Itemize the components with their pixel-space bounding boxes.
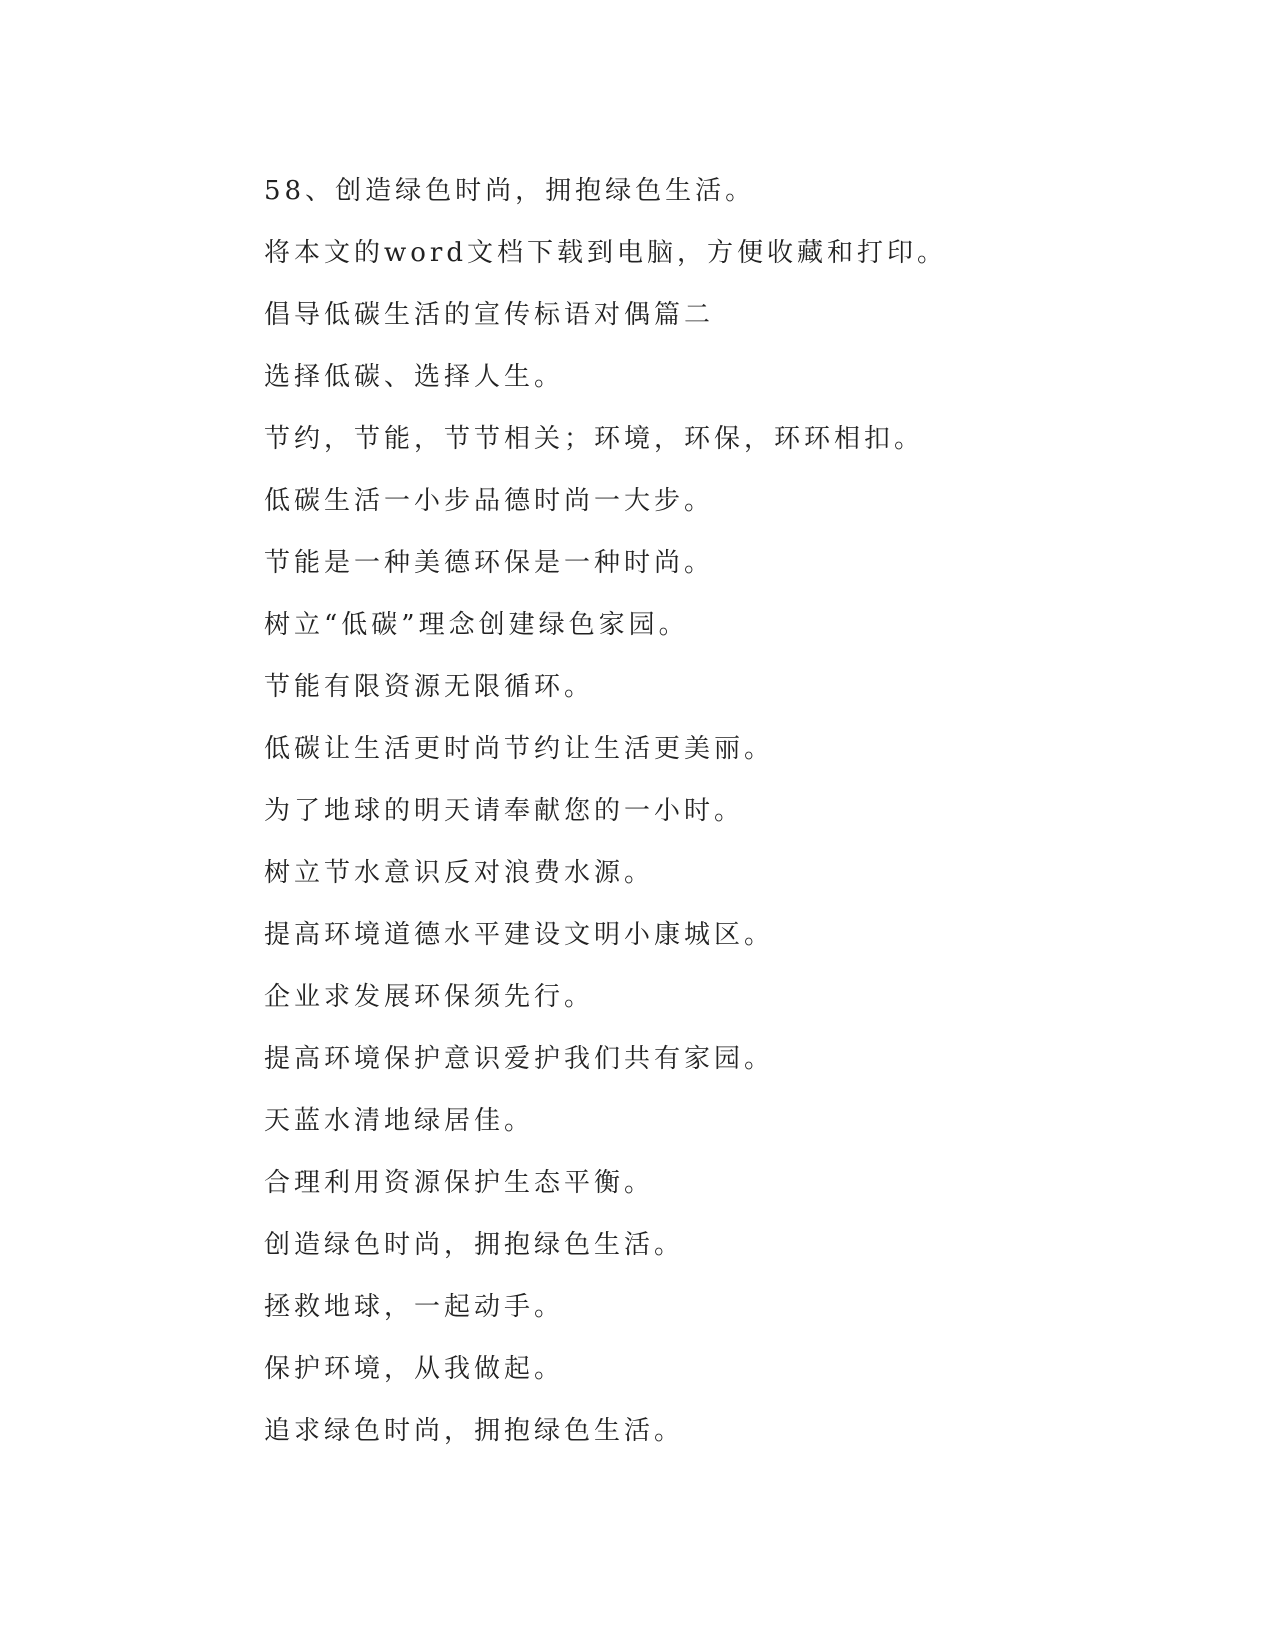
slogan-line: 节约，节能，节节相关；环境，环保，环环相扣。 bbox=[264, 424, 925, 454]
slogan-line: 58、创造绿色时尚，拥抱绿色生活。 bbox=[264, 176, 756, 206]
slogan-line: 节能有限资源无限循环。 bbox=[264, 672, 595, 702]
slogan-line: 提高环境保护意识爱护我们共有家园。 bbox=[264, 1044, 775, 1074]
slogan-line: 天蓝水清地绿居佳。 bbox=[264, 1106, 535, 1136]
slogan-line: 低碳生活一小步品德时尚一大步。 bbox=[264, 486, 715, 516]
slogan-line: 树立节水意识反对浪费水源。 bbox=[264, 858, 655, 888]
download-note: 将本文的word文档下载到电脑，方便收藏和打印。 bbox=[264, 238, 947, 268]
slogan-line: 追求绿色时尚，拥抱绿色生活。 bbox=[264, 1416, 685, 1446]
slogan-line: 拯救地球，一起动手。 bbox=[264, 1292, 565, 1322]
slogan-line: 树立“低碳”理念创建绿色家园。 bbox=[264, 610, 689, 640]
slogan-line: 低碳让生活更时尚节约让生活更美丽。 bbox=[264, 734, 775, 764]
slogan-line: 提高环境道德水平建设文明小康城区。 bbox=[264, 920, 775, 950]
section-heading: 倡导低碳生活的宣传标语对偶篇二 bbox=[264, 300, 715, 330]
document-body bbox=[264, 168, 1144, 1470]
slogan-line: 为了地球的明天请奉献您的一小时。 bbox=[264, 796, 745, 826]
slogan-line: 节能是一种美德环保是一种时尚。 bbox=[264, 548, 715, 578]
slogan-line: 创造绿色时尚，拥抱绿色生活。 bbox=[264, 1230, 685, 1260]
slogan-line: 保护环境，从我做起。 bbox=[264, 1354, 565, 1384]
slogan-line: 企业求发展环保须先行。 bbox=[264, 982, 595, 1012]
slogan-line: 选择低碳、选择人生。 bbox=[264, 362, 565, 392]
slogan-line: 合理利用资源保护生态平衡。 bbox=[264, 1168, 655, 1198]
